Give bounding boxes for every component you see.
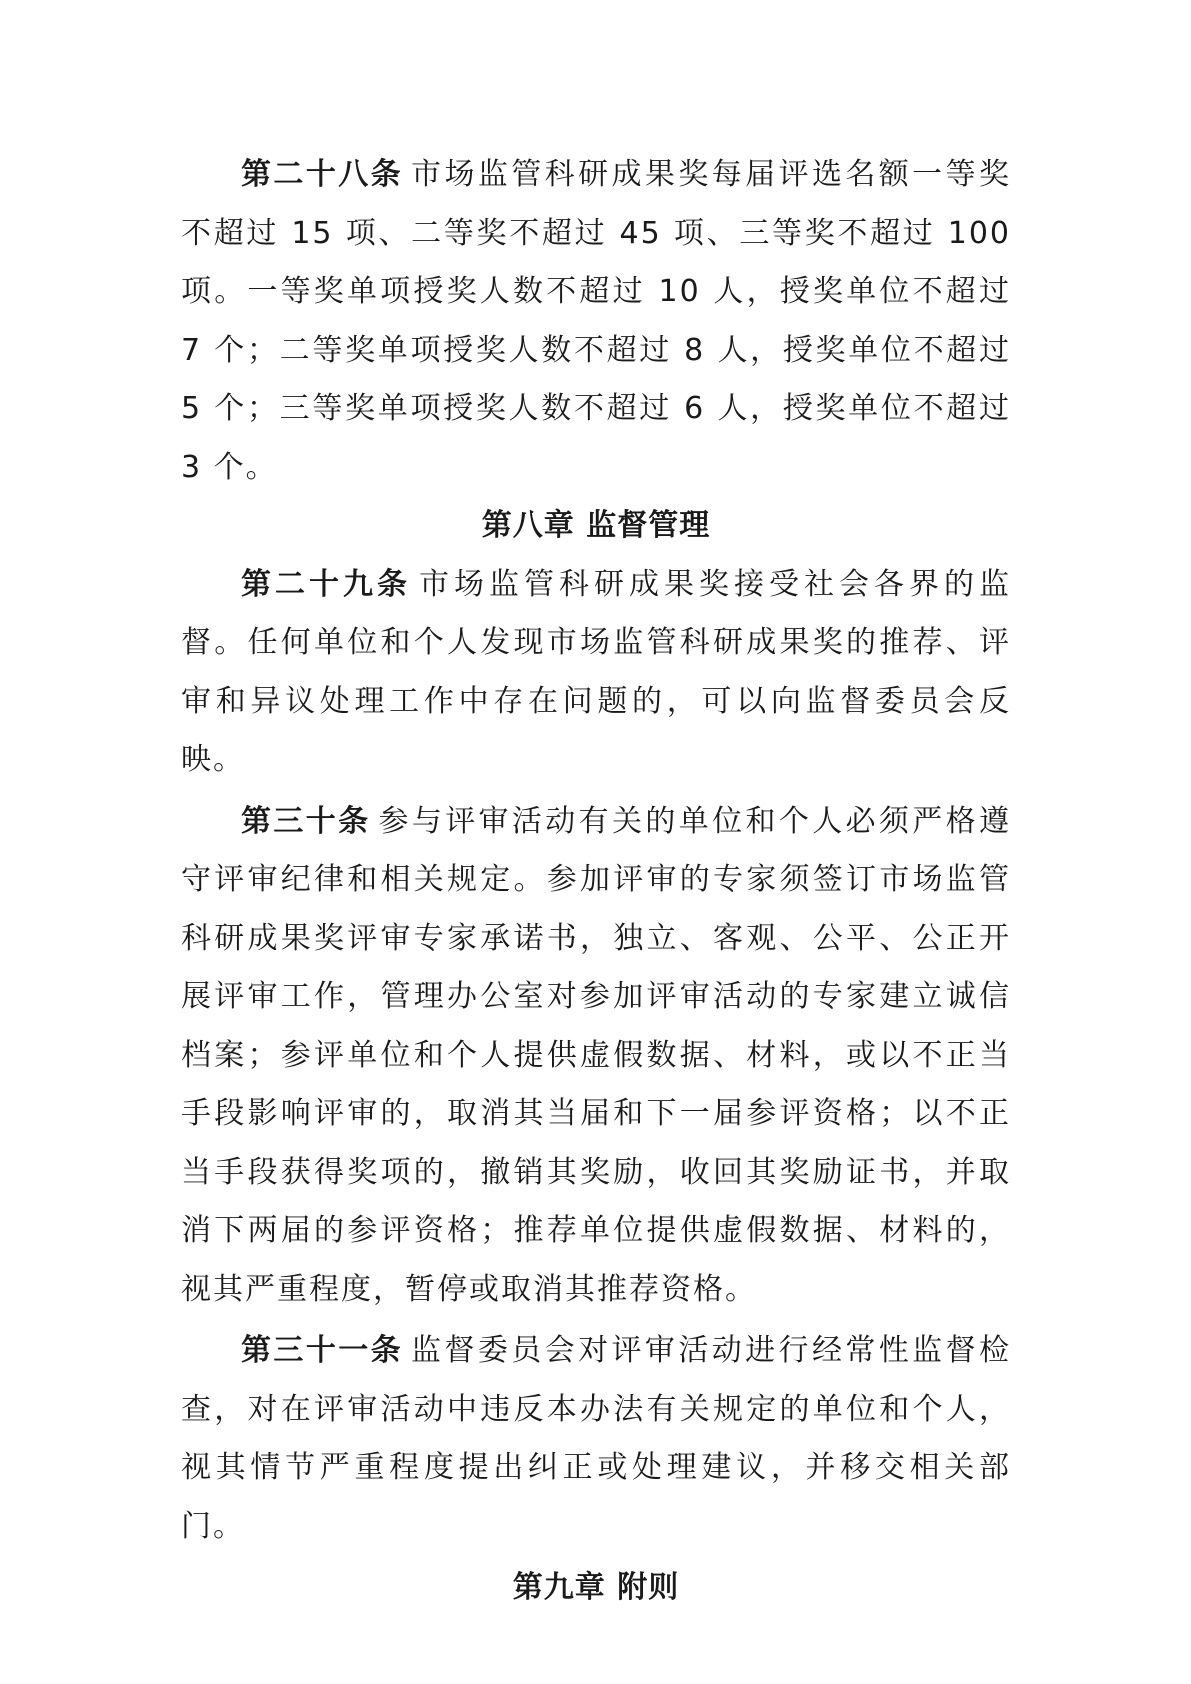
article-text: 参与评审活动有关的单位和个人必须严格遵守评审纪律和相关规定。参加评审的专家须签订市场监管科研成果奖评审专家承诺书，独立、客观、公平、公正开展评审工作，管理办公室对参加评审活动的专家建立诚信档案；参评单位和个人提供虚假数据、材料，或以不正当手段影响评审的，取消其当届和下一届参评资格；以不正当手段获得奖项的，撤销其奖励，收回其奖励证书，并取消下两届的参评资格；推荐单位提供虚假数据、材料的，视其严重程度，暂停或取消其推荐资格。 <box>181 803 1012 1307</box>
article-text: 监督委员会对评审活动进行经常性监督检查，对在评审活动中违反本办法有关规定的单位和个人，视其情节严重程度提出纠正或处理建议，并移交相关部门。 <box>181 1333 1012 1544</box>
article-number: 第三十条 <box>241 803 371 839</box>
article-28 <box>181 146 1011 497</box>
chapter-heading-9: 第九章 附则 <box>512 1570 680 1605</box>
article-text: 市场监管科研成果奖接受社会各界的监督。任何单位和个人发现市场监管科研成果奖的推荐、评审和异议处理工作中存在问题的，可以向监督委员会反映。 <box>181 566 1011 777</box>
article-29 <box>181 556 1011 790</box>
article-number: 第二十八条 <box>241 157 404 192</box>
article-31 <box>181 1322 1011 1556</box>
article-text: 市场监管科研成果奖每届评选名额一等奖不超过 15 项、二等奖不超过 45 项、三等奖不超过 100 项。一等奖单项授奖人数不超过 10 人，授奖单位不超过 7 个；二等奖单项授奖人数不超过 8 人，授奖单位不超过 5 个；三等奖单项授奖人数不超过 6 人，授奖单位不超过 3 个。 <box>181 157 1012 485</box>
document-page <box>181 146 1011 1618</box>
article-30 <box>181 793 1011 1320</box>
article-number: 第三十一条 <box>241 1333 404 1368</box>
chapter-heading-8: 第八章 监督管理 <box>481 508 711 543</box>
article-number: 第二十九条 <box>241 566 411 602</box>
